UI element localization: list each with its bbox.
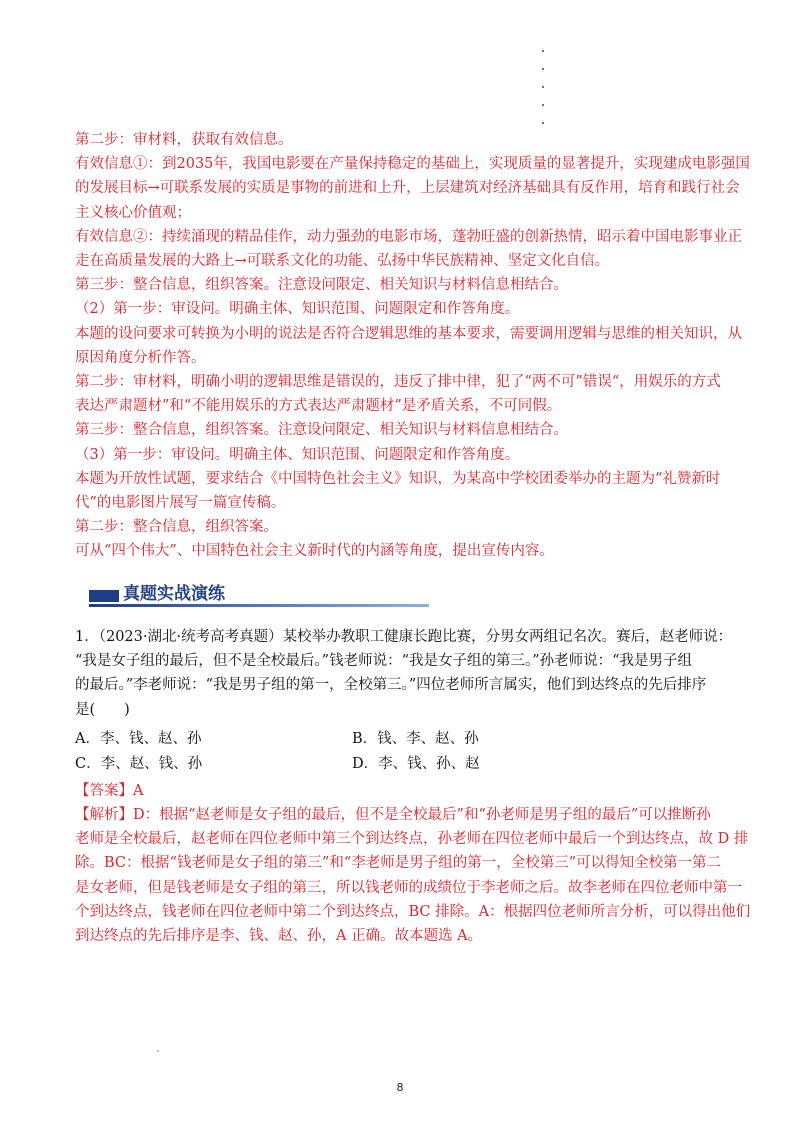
analysis-line: 本题为开放性试题，要求结合《中国特色社会主义》知识，为某高中学校团委举办的主题为“礼赞新时 <box>75 470 721 487</box>
option-d: D．李、钱、孙、赵 <box>352 756 480 772</box>
explanation-line: 个到达终点，钱老师在四位老师中第二个到达终点，BC 排除。A：根据四位老师所言分析，可以得出他们 <box>75 903 751 920</box>
analysis-line: 表达严肃题材”和“不能用娱乐的方式表达严肃题材”是矛盾关系，不可同假。 <box>75 398 562 415</box>
section-heading-marker <box>89 590 119 602</box>
explanation-line: D：根据“赵老师是女子组的最后，但不是全校最后”和“孙老师是男子组的最后”可以推断孙 <box>133 807 711 823</box>
analysis-line: 有效信息①：到2035年，我国电影要在产量保持稳定的基础上，实现质量的显著提升，实现建成电影强国 <box>75 156 750 173</box>
decorative-dot <box>157 1050 159 1052</box>
analysis-line: 本题的设问要求可转换为小明的说法是否符合逻辑思维的基本要求，需要调用逻辑与思维的相关知识，从 <box>75 325 742 342</box>
option-c: C．李、赵、钱、孙 <box>75 756 203 772</box>
analysis-line: 第二步：整合信息，组织答案。 <box>75 519 278 536</box>
decorative-dots <box>542 50 546 140</box>
explanation-line: 老师是全校最后，赵老师在四位老师中第三个到达终点，孙老师在四位老师中最后一个到达终点，故 D 排 <box>75 831 749 848</box>
analysis-line: 的发展目标→可联系发展的实质是事物的前进和上升，上层建筑对经济基础具有反作用，培育和践行社会 <box>75 180 740 197</box>
explanation-line: 到达终点的先后排序是李、钱、赵、孙，A 正确。故本题选 A。 <box>75 928 483 945</box>
answer-line <box>75 779 725 803</box>
question-block <box>75 625 733 722</box>
question-stem-line: 的最后。”李老师说：“我是男子组的第一，全校第三。”四位老师所言属实，他们到达终点的先后排序 <box>75 677 707 694</box>
analysis-line: 第三步：整合信息，组织答案。注意设问限定、相关知识与材料信息相结合。 <box>75 277 568 294</box>
option-b: B．钱、李、赵、孙 <box>352 731 479 747</box>
section-title: 真题实战演练 <box>123 584 225 604</box>
question-stem-line: 是( ) <box>75 701 130 718</box>
analysis-line: 可从“四个伟大”、中国特色社会主义新时代的内涵等角度，提出宣传内容。 <box>75 543 554 560</box>
analysis-line: 原因角度分析作答。 <box>75 349 206 366</box>
answer-label: 【答案】 <box>75 783 133 799</box>
analysis-line: 第二步：审材料，获取有效信息。 <box>75 132 293 148</box>
explanation-block <box>75 803 751 948</box>
explanation-line: 是女老师，但是钱老师是女子组的第三，所以钱老师的成绩位于李老师之后。故李老师在四位老师中第一 <box>75 879 742 896</box>
option-a: A．李、钱、赵、孙 <box>75 731 202 747</box>
analysis-line: 代”的电影图片展写一篇宣传稿。 <box>75 495 286 512</box>
analysis-line: 走在高质量发展的大路上→可联系文化的功能、弘扬中华民族精神、坚定文化自信。 <box>75 253 610 270</box>
analysis-line: 有效信息②：持续涌现的精品佳作，动力强劲的电影市场，蓬勃旺盛的创新热情，昭示着中国电影事业正 <box>75 228 742 245</box>
analysis-line: （3）第一步：审设问。明确主体、知识范围、问题限定和作答角度。 <box>75 446 520 463</box>
answer-value: A <box>133 783 144 799</box>
analysis-line: 主义核心价值观； <box>75 204 191 221</box>
analysis-line: （2）第一步：审设问。明确主体、知识范围、问题限定和作答角度。 <box>75 301 520 318</box>
question-stem-line: “我是女子组的最后，但不是全校最后。”钱老师说：“我是女子组的第三。”孙老师说：“我是男子组 <box>75 653 693 670</box>
section-heading <box>89 582 429 608</box>
analysis-block <box>75 128 750 564</box>
analysis-line: 第二步：审材料，明确小明的逻辑思维是错误的，违反了排中律，犯了“两不可”错误“，用娱乐的方式 <box>75 374 721 391</box>
explanation-line: 除。BC：根据“钱老师是女子组的第三”和“李老师是男子组的第一，全校第三”可以得知全校第一第二 <box>75 855 722 872</box>
analysis-line: 第三步：整合信息，组织答案。注意设问限定、相关知识与材料信息相结合。 <box>75 422 568 439</box>
page-number: 8 <box>396 1081 404 1094</box>
question-stem-line: 1．（2023·湖北·统考高考真题）某校举办教职工健康长跑比赛，分男女两组记名次。赛后，赵老师说： <box>75 629 733 645</box>
explanation-label: 【解析】 <box>75 807 133 823</box>
